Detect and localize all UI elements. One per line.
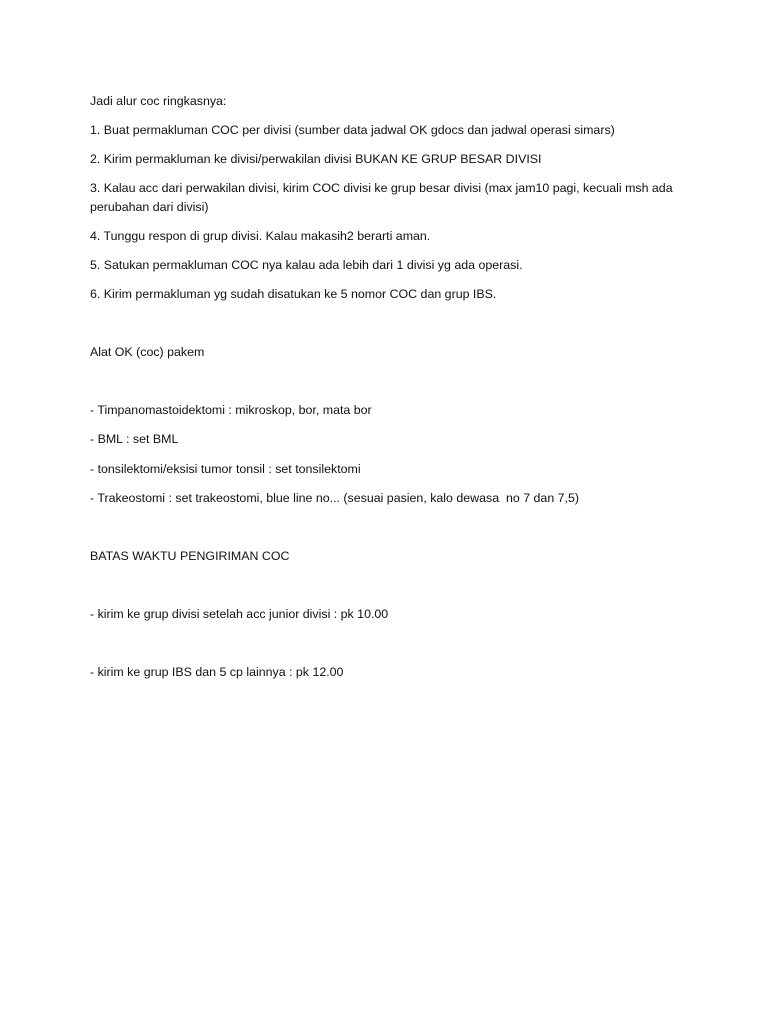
deadline-item-1: - kirim ke grup divisi setelah acc junior divisi : pk 10.00 [90, 607, 389, 621]
step-5: 5. Satukan permakluman COC nya kalau ada lebih dari 1 divisi yg ada operasi. [90, 258, 523, 272]
tools-heading: Alat OK (coc) pakem [90, 345, 205, 359]
deadline-heading: BATAS WAKTU PENGIRIMAN COC [90, 549, 290, 563]
step-2: 2. Kirim permakluman ke divisi/perwakilan divisi BUKAN KE GRUP BESAR DIVISI [90, 152, 542, 166]
step-6: 6. Kirim permakluman yg sudah disatukan ke 5 nomor COC dan grup IBS. [90, 287, 497, 301]
step-3: 3. Kalau acc dari perwakilan divisi, kirim COC divisi ke grup besar divisi (max jam10 pagi, kecuali msh ada perubahan dari divisi) [90, 181, 677, 214]
tool-item-1: - Timpanomastoidektomi : mikroskop, bor, mata bor [90, 403, 372, 417]
deadline-item-2: - kirim ke grup IBS dan 5 cp lainnya : pk 12.00 [90, 665, 344, 679]
intro-line: Jadi alur coc ringkasnya: [90, 94, 227, 108]
step-4: 4. Tunggu respon di grup divisi. Kalau makasih2 berarti aman. [90, 229, 431, 243]
tool-item-2: - BML : set BML [90, 432, 179, 446]
tool-item-4: - Trakeostomi : set trakeostomi, blue line no... (sesuai pasien, kalo dewasa no 7 dan 7,5) [90, 491, 580, 505]
tool-item-3: - tonsilektomi/eksisi tumor tonsil : set tonsilektomi [90, 462, 361, 476]
step-1: 1. Buat permakluman COC per divisi (sumber data jadwal OK gdocs dan jadwal operasi simars) [90, 123, 615, 137]
